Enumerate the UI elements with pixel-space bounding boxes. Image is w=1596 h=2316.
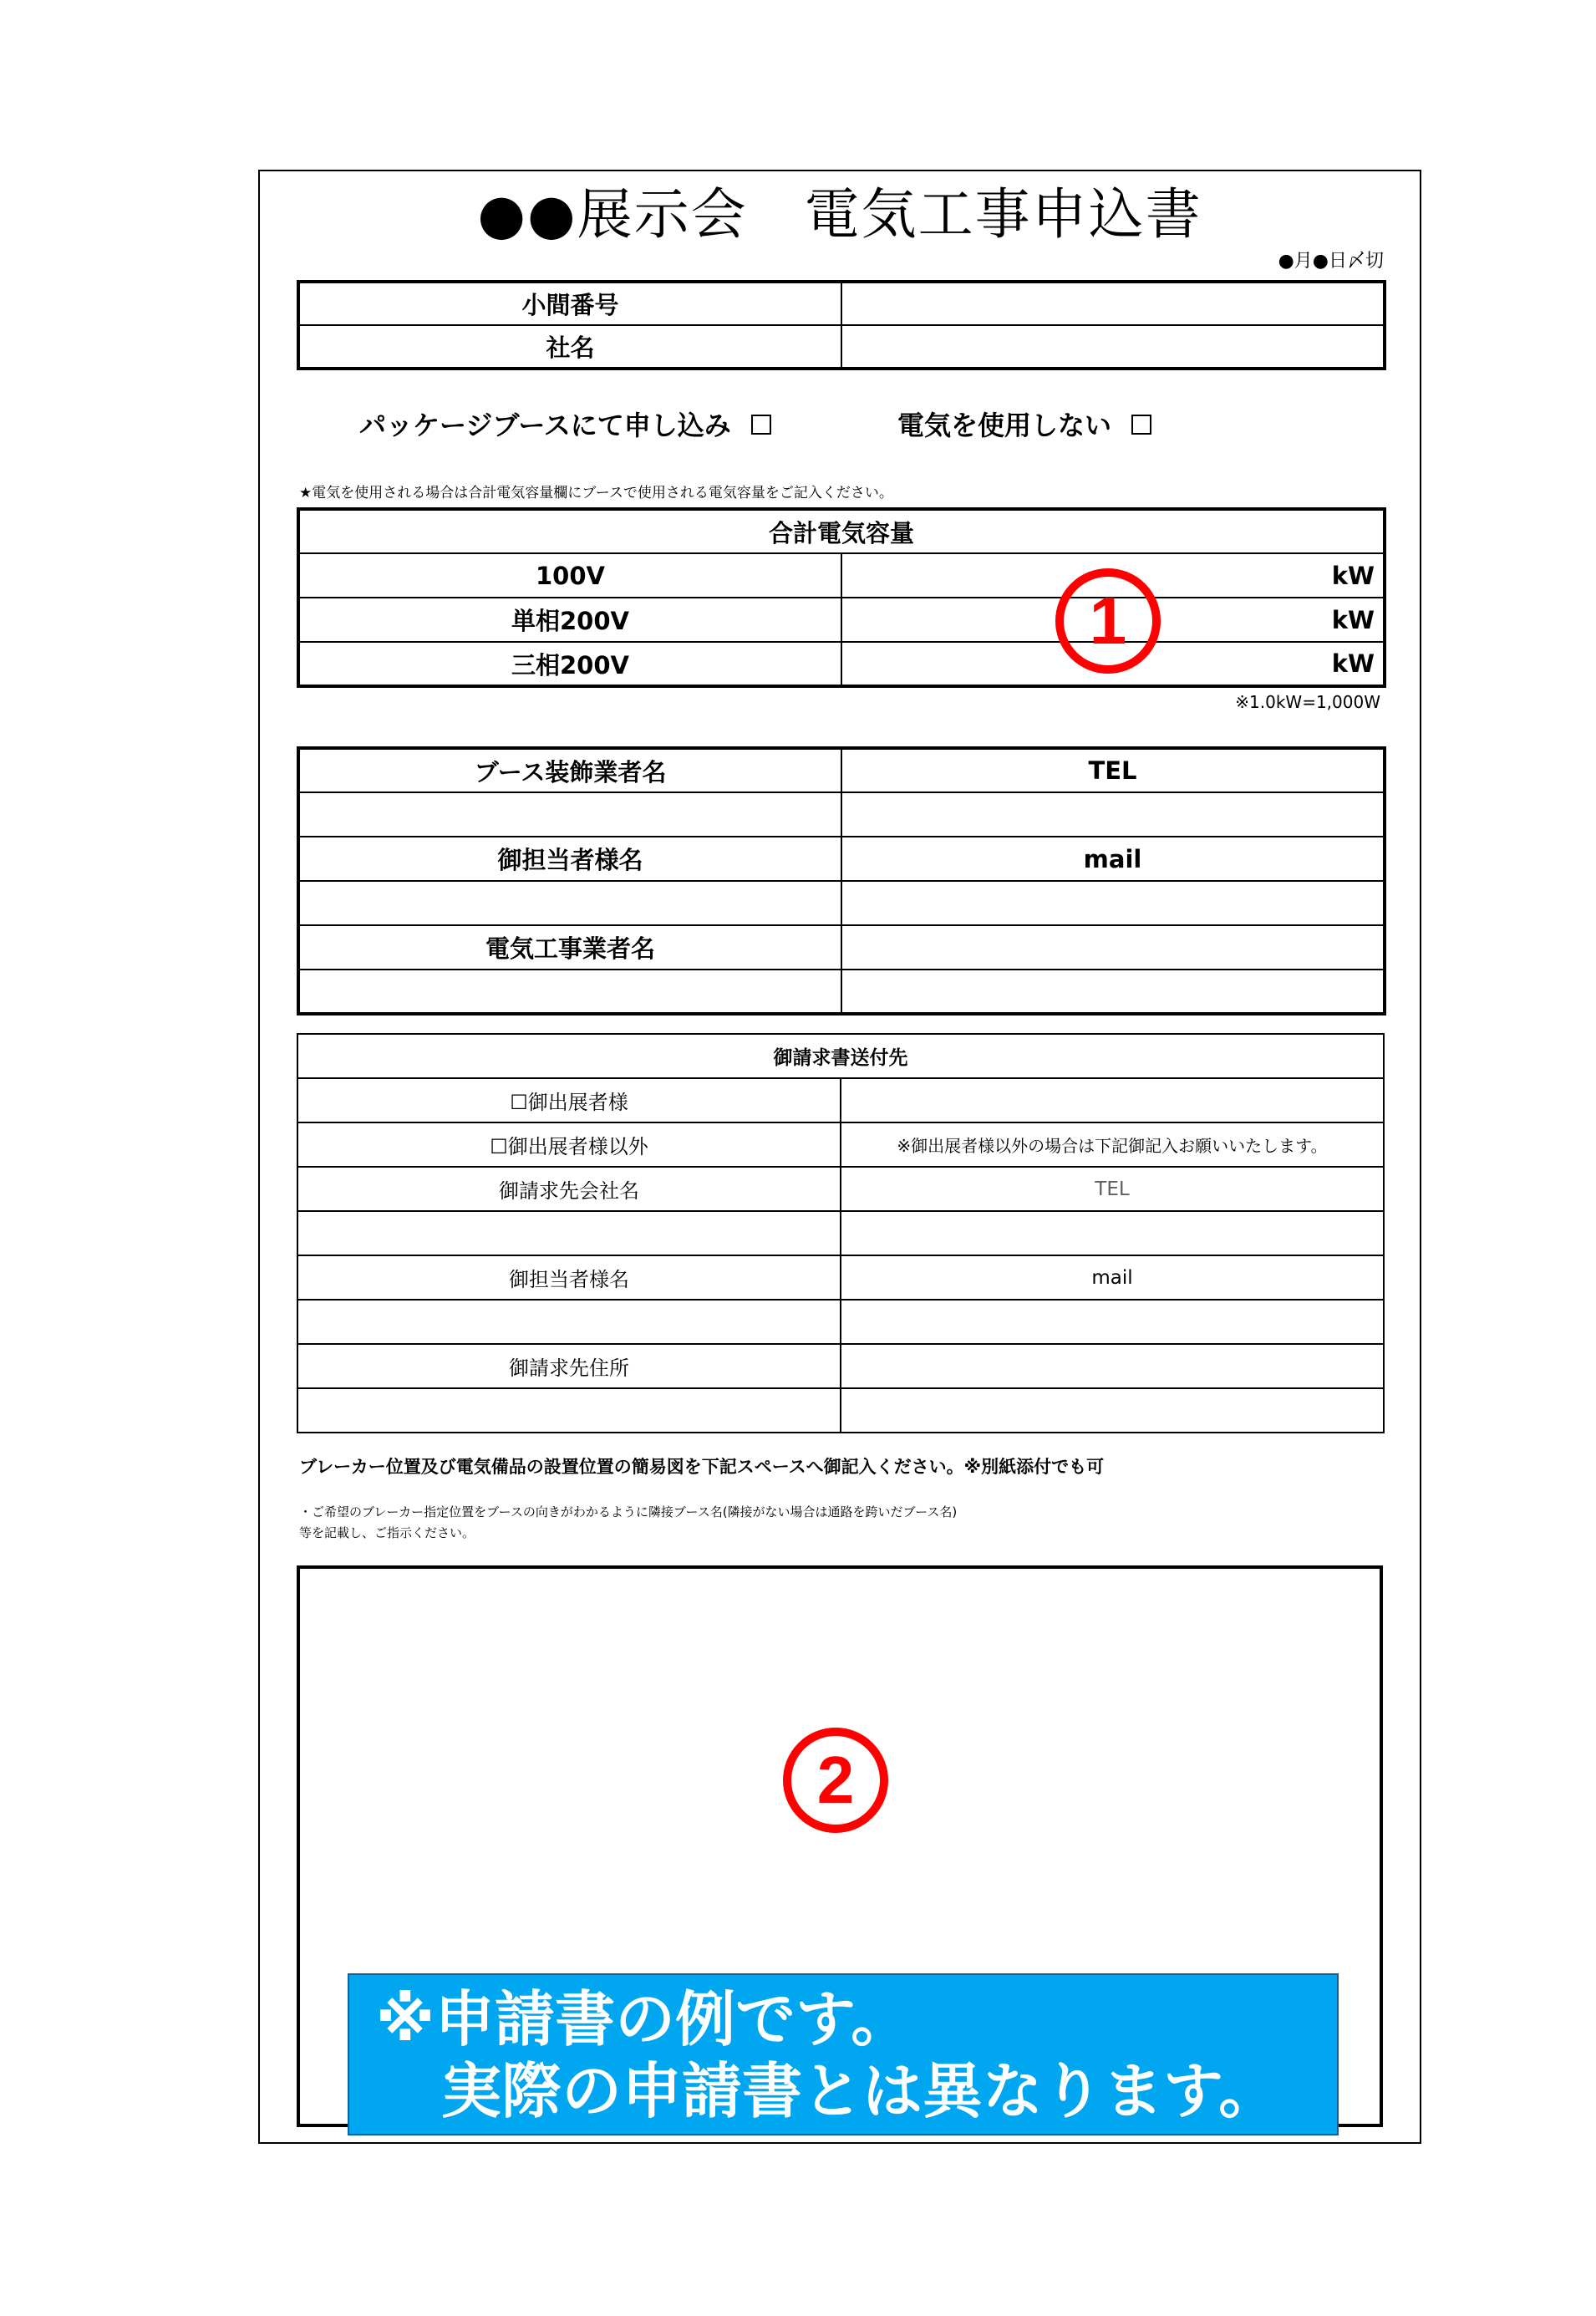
package-booth-label: パッケージブースにて申し込み [359, 410, 731, 441]
no-electricity-label: 電気を使用しない [897, 410, 1112, 441]
invoice-company-field[interactable] [297, 1211, 841, 1255]
invoice-contact-label: 御担当者様名 [297, 1255, 841, 1300]
decorator-contact-field[interactable] [298, 881, 841, 925]
invoice-option-exhibitor[interactable]: ☐御出展者様 [297, 1078, 841, 1122]
decorator-mail-field[interactable] [841, 881, 1385, 925]
electrician-label: 電気工事業者名 [298, 925, 841, 970]
invoice-table [297, 1033, 1385, 1433]
contractor-table [297, 746, 1386, 1015]
invoice-address-label: 御請求先住所 [297, 1344, 841, 1388]
no-electricity-option[interactable] [897, 405, 1151, 446]
kw-unit: kW [1331, 605, 1375, 634]
no-electricity-checkbox[interactable] [1131, 415, 1151, 435]
capacity-single-phase-label: 単相200V [298, 598, 841, 642]
invoice-header: 御請求書送付先 [297, 1034, 1384, 1078]
invoice-mail-field[interactable] [841, 1300, 1384, 1344]
banner-line-1: ※申請書の例です。 [376, 1984, 912, 2054]
booth-number-label: 小間番号 [298, 282, 841, 325]
company-name-field[interactable] [841, 325, 1385, 369]
invoice-blank-field[interactable] [841, 1078, 1384, 1122]
capacity-footnote: ※1.0kW=1,000W [1235, 692, 1380, 712]
capacity-header: 合計電気容量 [298, 509, 1385, 553]
decorator-name-field[interactable] [298, 792, 841, 837]
page-title: ●●展示会 電気工事申込書 [477, 182, 1202, 247]
invoice-company-label: 御請求先会社名 [297, 1167, 841, 1211]
kw-unit: kW [1331, 561, 1375, 590]
electrician-extra-field[interactable] [841, 925, 1385, 970]
invoice-address-field-2[interactable] [841, 1388, 1384, 1433]
booth-number-field[interactable] [841, 282, 1385, 325]
decorator-label: ブース装飾業者名 [298, 748, 841, 792]
capacity-table [297, 507, 1386, 688]
package-booth-checkbox[interactable] [751, 415, 771, 435]
invoice-other-note: ※御出展者様以外の場合は下記御記入お願いいたします。 [841, 1122, 1384, 1167]
diagram-note-line1: ・ご希望のブレーカー指定位置をブースの向きがわかるように隣接ブース名(隣接がない場合は通路を跨いだブース名) [299, 1504, 958, 1519]
invoice-option-other[interactable]: ☐御出展者様以外 [297, 1122, 841, 1167]
capacity-instruction: ★電気を使用される場合は合計電気容量欄にブースで使用される電気容量をご記入ください。 [299, 485, 893, 501]
company-name-label: 社名 [298, 325, 841, 369]
diagram-instruction: ブレーカー位置及び電気備品の設置位置の簡易図を下記スペースへ御記入ください。※別紙添付でも可 [299, 1457, 1105, 1477]
invoice-mail-label: mail [841, 1255, 1384, 1300]
deadline-note: ●月●日〆切 [1278, 251, 1384, 272]
kw-unit: kW [1331, 649, 1375, 678]
decorator-tel-label: TEL [841, 748, 1385, 792]
booth-info-table [297, 280, 1386, 370]
banner-line-2: 実際の申請書とは異なります。 [441, 2056, 1279, 2126]
decorator-contact-label: 御担当者様名 [298, 837, 841, 881]
diagram-note-line2: 等を記載し、ご指示ください。 [299, 1525, 475, 1540]
capacity-three-phase-label: 三相200V [298, 642, 841, 686]
decorator-tel-field[interactable] [841, 792, 1385, 837]
invoice-address-field[interactable] [297, 1388, 841, 1433]
electrician-name-field[interactable] [298, 970, 841, 1014]
invoice-tel-field[interactable] [841, 1211, 1384, 1255]
invoice-contact-field[interactable] [297, 1300, 841, 1344]
invoice-tel-label: TEL [841, 1167, 1384, 1211]
package-booth-option[interactable] [359, 405, 771, 446]
decorator-mail-label: mail [841, 837, 1385, 881]
invoice-address-extra[interactable] [841, 1344, 1384, 1388]
marker-1: 1 [1055, 568, 1161, 674]
capacity-100v-label: 100V [298, 553, 841, 598]
electrician-contact-field[interactable] [841, 970, 1385, 1014]
marker-2: 2 [783, 1728, 888, 1833]
sample-notice-banner [348, 1973, 1339, 2135]
